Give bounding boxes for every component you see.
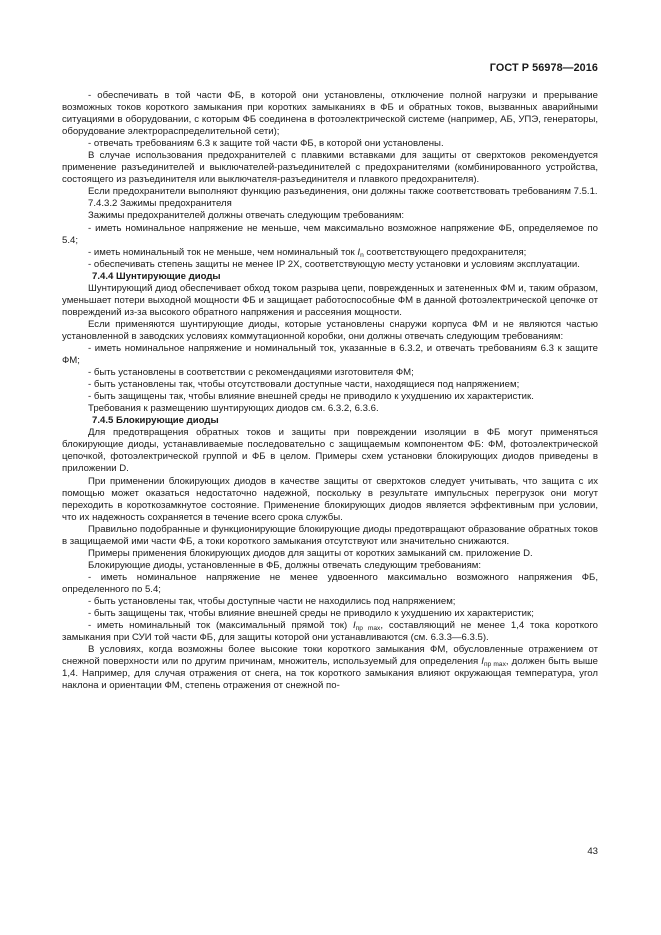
- paragraph: При применении блокирующих диодов в качестве защиты от сверхтоков следует учитывать, что защита с их помощью может оказаться недостаточно надежной, поскольку в результате импульсных перегрузок они могут переходить в короткозамкнутое состояние. Применение блокирующих диодов является эффективным при условии, что их надежность сохраняется в течение всего срока службы.: [62, 475, 598, 523]
- paragraph: - обеспечивать степень защиты не менее IP 2X, соответствующую месту установки и условиям эксплуатации.: [88, 258, 580, 270]
- paragraph: - иметь номинальное напряжение не менее удвоенного максимально возможного напряжения ФБ, определенного по 5.4;: [62, 571, 598, 595]
- section-heading: 7.4.4 Шунтирующие диоды: [92, 270, 221, 282]
- paragraph: В случае использования предохранителей с плавкими вставками для защиты от сверхтоков рекомендуется применение разъединителей и выключателей-разъединителей с предохранителями (комбинированного устройства, состоящего из разъединителя или выключателя-разъединителя и плавкого предохранителя).: [62, 150, 598, 186]
- paragraph: Зажимы предохранителей должны отвечать следующим требованиям:: [88, 210, 405, 222]
- document-body: [62, 90, 598, 692]
- paragraph: 7.4.3.2 Зажимы предохранителя: [88, 198, 232, 210]
- paragraph: Правильно подобранные и функционирующие блокирующие диоды предотвращают образование обратных токов в защищаемой ими части ФБ, а токи короткого замыкания отсутствуют или значительно снижаются.: [62, 523, 598, 547]
- page-number: 43: [587, 846, 598, 857]
- paragraph: - быть установлены в соответствии с рекомендациями изготовителя ФМ;: [88, 367, 414, 379]
- standard-header: ГОСТ Р 56978—2016: [489, 62, 598, 74]
- paragraph: Шунтирующий диод обеспечивает обход током разрыва цепи, поврежденных и затененных ФМ и, таким образом, уменьшает потери выходной мощности ФБ и защищает работоспособные ФМ в данной фотоэлектрической цепочке от повреждений из-за высокого обратного напряжения и рассеяния мощности.: [62, 282, 598, 318]
- paragraph: В условиях, когда возможны более высокие токи короткого замыкания ФМ, обусловленные отражением от снежной поверхности или по другим причинам, множитель, используемый для определения $I_{пр max}$, должен быть выше 1,4. Например, для случая отражения от снега, на ток короткого замыкания влияют окружающая температура, угол наклона и ориентации ФМ, степень отражения от снежной по-: [62, 644, 599, 692]
- paragraph: Требования к размещению шунтирующих диодов см. 6.3.2, 6.3.6.: [88, 403, 379, 415]
- paragraph: - быть установлены так, чтобы отсутствовали доступные части, находящиеся под напряжением;: [88, 379, 520, 391]
- paragraph: Если предохранители выполняют функцию разъединения, они должны также соответствовать требованиям 7.5.1.: [88, 186, 598, 198]
- paragraph: - иметь номинальный ток (максимальный прямой ток) $I_{пр max}$, составляющий не менее 1,4 тока короткого замыкания при СУИ той части ФБ, для защиты которой они устанавливаются (см. 6.3.3—6.3.5).: [62, 620, 598, 644]
- paragraph: Примеры применения блокирующих диодов для защиты от коротких замыканий см. приложение D.: [88, 547, 533, 559]
- section-heading: 7.4.5 Блокирующие диоды: [92, 415, 219, 427]
- paragraph: Для предотвращения обратных токов и защиты при повреждении изоляции в ФБ могут применяться блокирующие диоды, устанавливаемые последовательно с защищаемым компонентом ФБ: ФМ, фотоэлектрической цепочкой, фотоэлектрической группой и ФБ в целом. Примеры схем установки блокирующих диодов приведены в приложении D.: [62, 427, 598, 475]
- paragraph: - быть защищены так, чтобы влияние внешней среды не приводило к ухудшению их характеристик.: [88, 391, 534, 403]
- paragraph: - быть защищены так, чтобы влияние внешней среды не приводило к ухудшению их характеристик;: [88, 608, 534, 620]
- paragraph: Если применяются шунтирующие диоды, которые установлены снаружи корпуса ФМ и не являются частью установленной в заводских условиях коммутационной коробки, они должны отвечать следующим требованиям:: [62, 318, 598, 342]
- paragraph: - иметь номинальный ток не меньше, чем номинальный ток $I_n$ соответствующего предохранителя;: [88, 246, 527, 259]
- paragraph: - отвечать требованиям 6.3 к защите той части ФБ, в которой они установлены.: [88, 138, 444, 150]
- paragraph: - иметь номинальное напряжение не меньше, чем максимально возможное напряжение ФБ, определяемое по 5.4;: [62, 222, 598, 246]
- paragraph: - быть установлены так, чтобы доступные части не находились под напряжением;: [88, 595, 456, 607]
- paragraph: - иметь номинальное напряжение и номинальный ток, указанные в 6.3.2, и отвечать требованиям 6.3 к защите ФМ;: [62, 342, 598, 367]
- paragraph: - обеспечивать в той части ФБ, в которой они установлены, отключение полной нагрузки и прерывание возможных токов короткого замыкания при коротких замыканиях в ФБ и обратных токов, вызванных аварийными ситуациями в оборудовании, с которым ФБ соединена в фотоэлектрической системе (например, АБ, УПЭ, генераторы, оборудование электрораспределительной сети);: [62, 90, 598, 138]
- paragraph: Блокирующие диоды, установленные в ФБ, должны отвечать следующим требованиям:: [88, 559, 482, 571]
